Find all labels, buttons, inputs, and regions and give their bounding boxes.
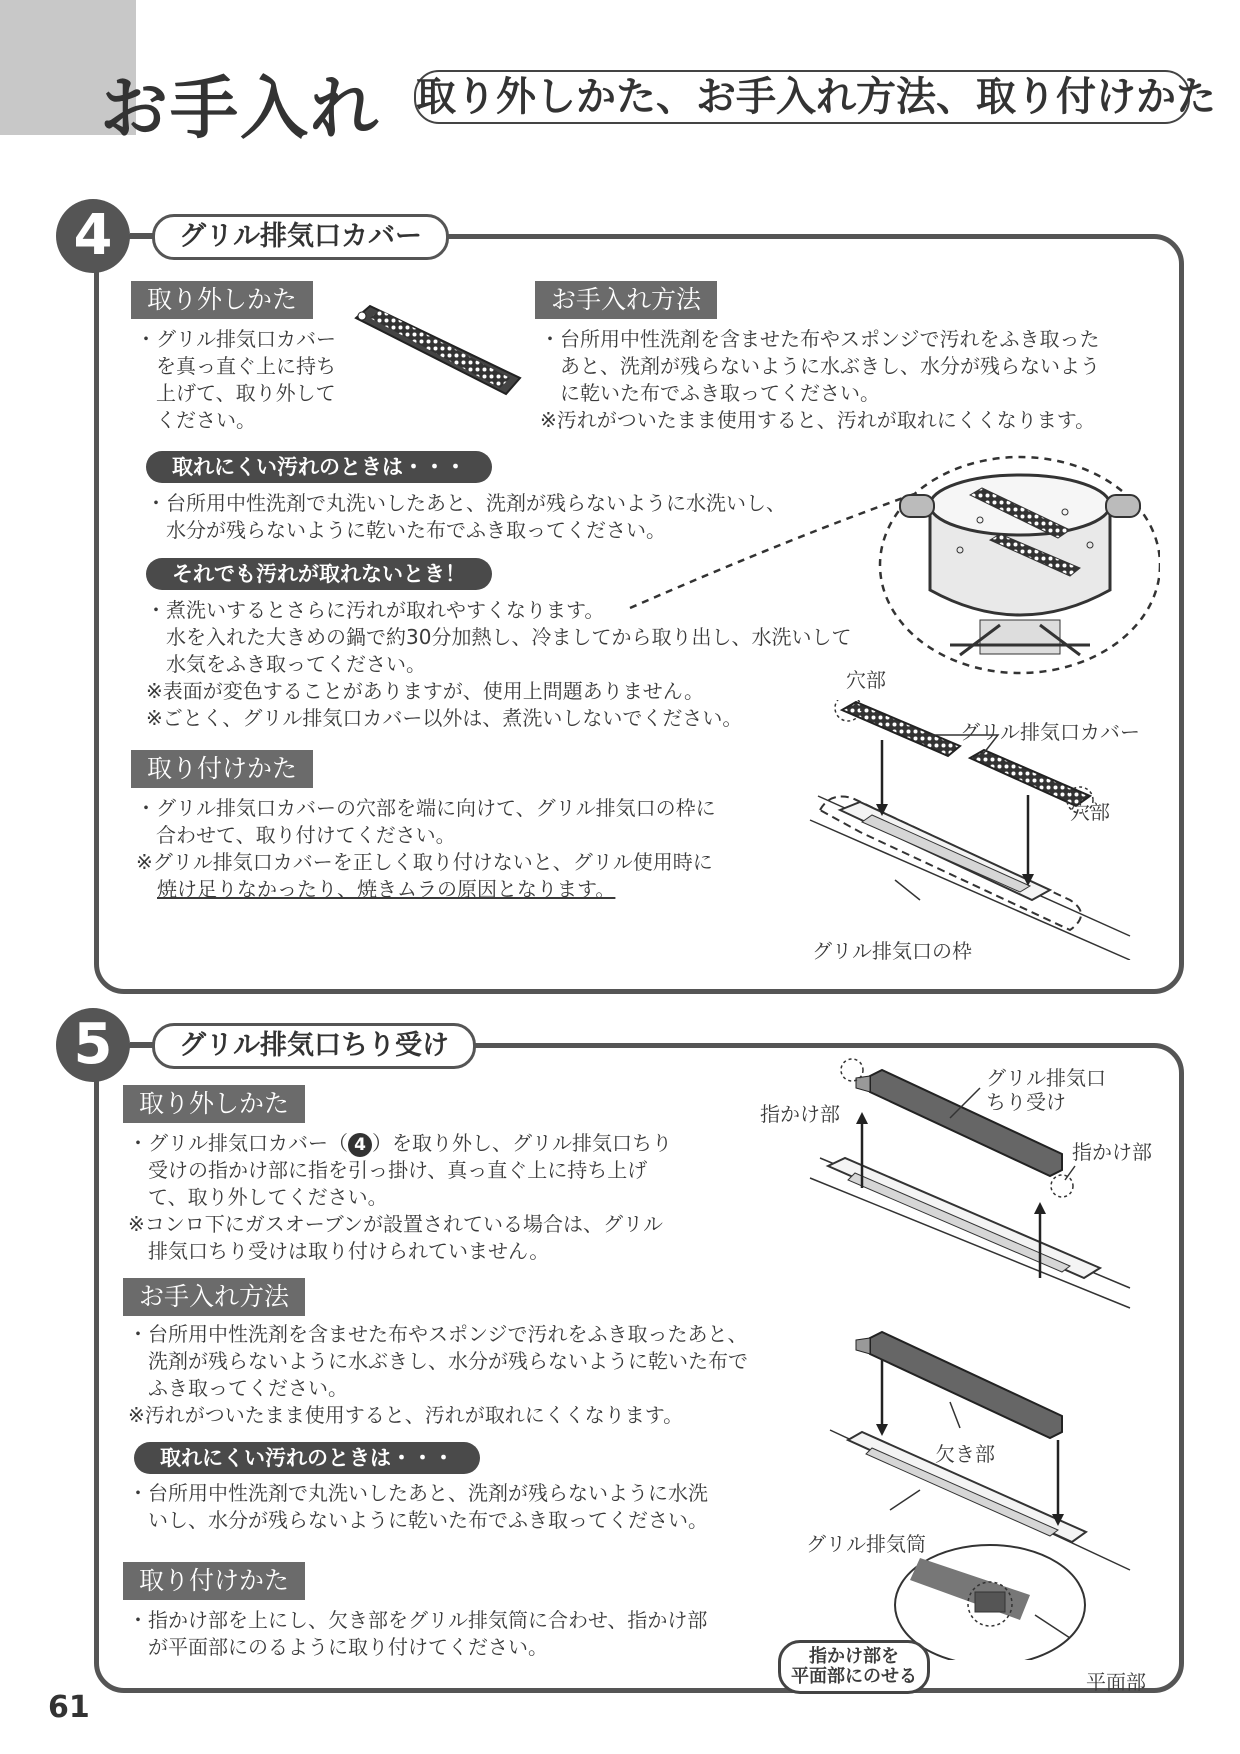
caption-hole-1: 穴部 xyxy=(846,668,886,692)
section-4-still-dirty-label: それでも汚れが取れないとき！ xyxy=(146,558,492,590)
section-5-title: グリル排気口ちり受け xyxy=(152,1023,476,1069)
cover-illustration xyxy=(348,296,528,416)
section-4-hard-dirt-text: ・台所用中性洗剤で丸洗いしたあと、洗剤が残らないように水洗いし、 水分が残らないように乾いた布でふき取ってください。 xyxy=(146,491,786,542)
section-4-install-label: 取り付けかた xyxy=(131,750,313,788)
section-4-install-text: ・グリル排気口カバーの穴部を端に向けて、グリル排気口の枠に 合わせて、取り付けてください。 ※グリル排気口カバーを正しく取り付けないと、グリル使用時に 焼け足りなかったり、焼きムラの原因となります。 xyxy=(136,796,716,901)
section-4-care-label: お手入れ方法 xyxy=(535,281,717,319)
section-4-still-dirty-text: ・煮洗いするとさらに汚れが取れやすくなります。 水を入れた大きめの鍋で約30分加熱し、冷ましてから取り出し、水洗いして 水気をふき取ってください。 ※表面が変色することがありますが、使用上問題ありません。 ※ごとく、グリル排気口カバー以外は、煮洗いしないでください。 xyxy=(146,598,852,730)
caption-notch: 欠き部 xyxy=(935,1442,995,1466)
section-4-removal-text: ・グリル排気口カバー を真っ直ぐ上に持ち 上げて、取り外して ください。 xyxy=(136,327,336,432)
section-4-title: グリル排気口カバー xyxy=(152,214,449,260)
section-4-install-warning: 焼け足りなかったり、焼きムラの原因となります。 xyxy=(157,877,616,901)
section-4-number: 4 xyxy=(56,199,130,273)
dust-tray-install-illustration xyxy=(800,1320,1140,1660)
section-5-hard-dirt-label: 取れにくい汚れのときは・・・ xyxy=(134,1442,480,1474)
boiling-pot-illustration xyxy=(620,450,1160,700)
section-4-reference-icon: 4 xyxy=(348,1133,372,1157)
caption-cover: グリル排気口カバー xyxy=(960,720,1140,744)
section-5-care-text: ・台所用中性洗剤を含ませた布やスポンジで汚れをふき取ったあと、 洗剤が残らないように水ぶきし、水分が残らないように乾いた布で ふき取ってください。 ※汚れがついたまま使用すると、汚れが取れにくくなります。 xyxy=(128,1322,748,1427)
section-5-install-text: ・指かけ部を上にし、欠き部をグリル排気筒に合わせ、指かけ部 が平面部にのるように取り付けてください。 xyxy=(128,1608,708,1659)
section-4-care-text: ・台所用中性洗剤を含ませた布やスポンジで汚れをふき取った あと、洗剤が残らないように水ぶきし、水分が残らないよう に乾いた布でふき取ってください。 xyxy=(540,327,1100,405)
caption-frame: グリル排気口の枠 xyxy=(812,939,972,963)
section-5-install-label: 取り付けかた xyxy=(123,1562,305,1600)
caption-tray-line-2: ちり受け xyxy=(986,1090,1066,1114)
caption-duct: グリル排気筒 xyxy=(806,1532,926,1556)
dust-tray-removal-illustration xyxy=(800,1058,1140,1318)
page-title: お手入れ xyxy=(100,70,381,149)
caption-flat: 平面部 xyxy=(1086,1670,1146,1694)
section-4-care-note: ※汚れがついたまま使用すると、汚れが取れにくくなります。 xyxy=(540,408,1096,432)
caption-bubble: 指かけ部を 平面部にのせる xyxy=(778,1640,930,1694)
page-subtitle: 取り外しかた、お手入れ方法、取り付けかた xyxy=(414,70,1190,124)
caption-finger-1: 指かけ部 xyxy=(760,1102,840,1126)
section-5-removal-label: 取り外しかた xyxy=(123,1085,305,1123)
section-5-number: 5 xyxy=(56,1008,130,1082)
page-number: 61 xyxy=(48,1690,90,1725)
section-5-hard-dirt-text: ・台所用中性洗剤で丸洗いしたあと、洗剤が残らないように水洗 いし、水分が残らないように乾いた布でふき取ってください。 xyxy=(128,1481,708,1532)
section-5-removal-text: ・グリル排気口カバー（ 4 ）を取り外し、グリル排気口ちり 受けの指かけ部に指を引っ掛け、真っ直ぐ上に持ち上げ て、取り外してください。 ※コンロ下にガスオーブンが設置されている場合は、グリル 排気口ちり受けは取り付けられていません。 xyxy=(128,1131,672,1263)
section-5-care-label: お手入れ方法 xyxy=(123,1278,305,1316)
caption-hole-2: 穴部 xyxy=(1070,800,1110,824)
section-4-removal-label: 取り外しかた xyxy=(131,281,313,319)
caption-tray-line-1: グリル排気口 xyxy=(986,1066,1106,1090)
section-4-hard-dirt-label: 取れにくい汚れのときは・・・ xyxy=(146,451,492,483)
caption-finger-2: 指かけ部 xyxy=(1072,1140,1152,1164)
